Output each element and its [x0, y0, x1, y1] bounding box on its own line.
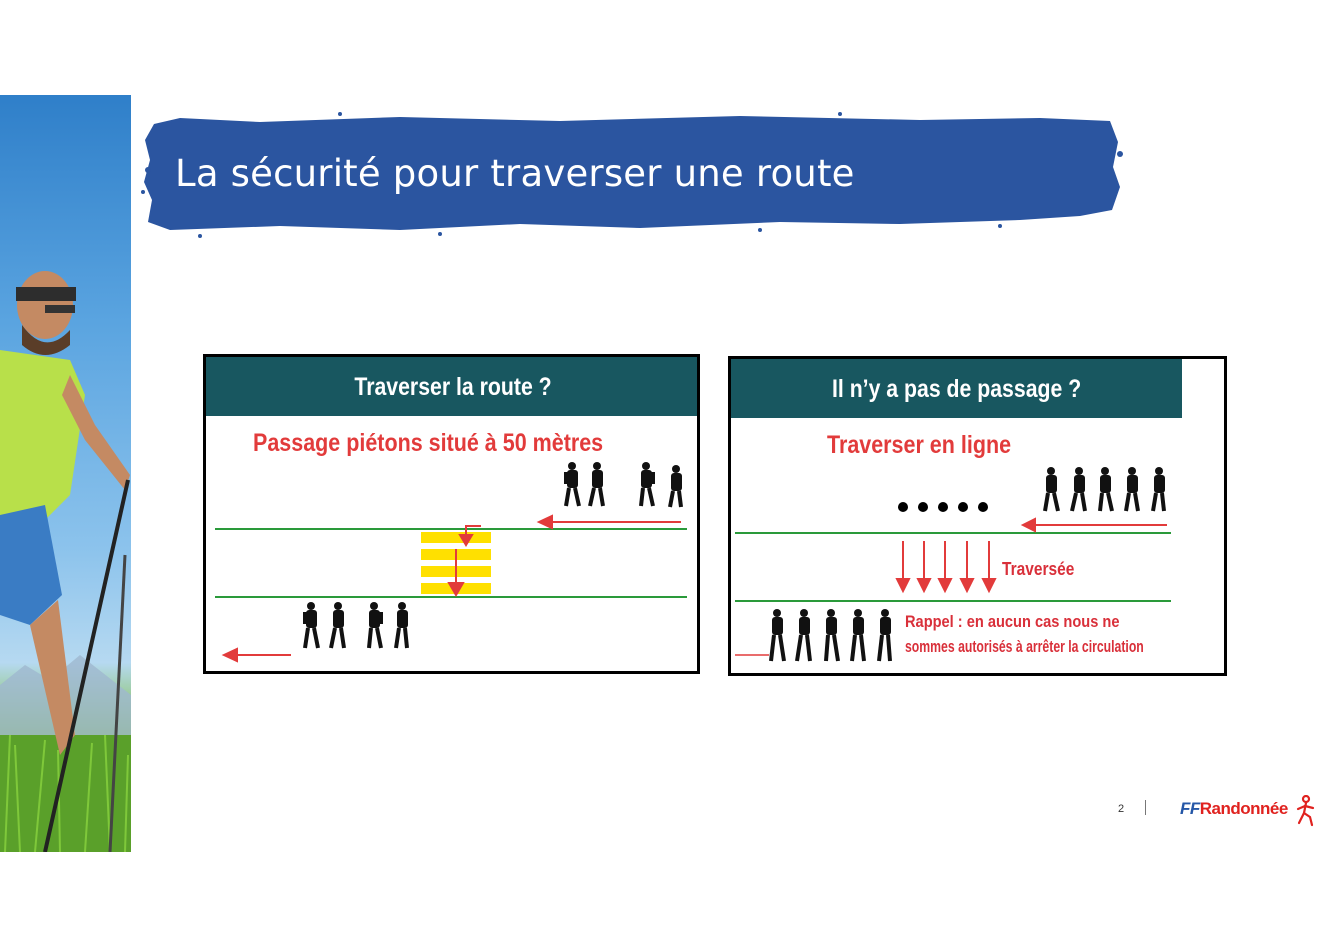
hikers-waiting [564, 462, 682, 507]
arrow-approach-head [539, 516, 552, 528]
hiker-logo-icon [1294, 795, 1318, 827]
arrow-cross-5-head [983, 579, 995, 591]
logo-name: Randonnée [1199, 799, 1288, 818]
hikers-waiting [1045, 467, 1165, 511]
arrow-cross-1-head [897, 579, 909, 591]
page-number: 2 [1118, 803, 1125, 815]
ffrandonnee-logo [1180, 795, 1320, 827]
hikers-crossed [303, 602, 408, 648]
hikers-crossed [771, 609, 891, 661]
reminder-line-1: Rappel : en aucun cas nous ne [905, 612, 1120, 631]
line-dots [898, 502, 988, 512]
no-crossing-panel [728, 356, 1227, 676]
slide-title: La sécurité pour traverser une route [175, 152, 855, 195]
panel-left-header-text: Traverser la route ? [354, 373, 552, 401]
logo-ff: FF [1180, 799, 1200, 818]
footer-divider [1145, 800, 1146, 815]
crossing-diagram [206, 357, 700, 674]
crossing-panel [203, 354, 700, 674]
arrow-depart-head [224, 649, 237, 661]
reminder-line-2: sommes autorisés à arrêter la circulation [905, 637, 1144, 656]
crossing-label: Traversée [1002, 559, 1075, 579]
arrow-cross-2-head [918, 579, 930, 591]
arrow-cross-3-head [939, 579, 951, 591]
panel-right-header-text: Il n’y a pas de passage ? [831, 375, 1082, 403]
title-banner [140, 112, 1125, 242]
panel-right-subtitle: Traverser en ligne [827, 431, 1012, 459]
panel-left-subtitle: Passage piétons situé à 50 mètres [253, 429, 604, 457]
hiker-photo [0, 95, 131, 852]
line-crossing-diagram [731, 359, 1227, 676]
arrow-cross-4-head [961, 579, 973, 591]
arrow-approach-head [1023, 519, 1035, 531]
